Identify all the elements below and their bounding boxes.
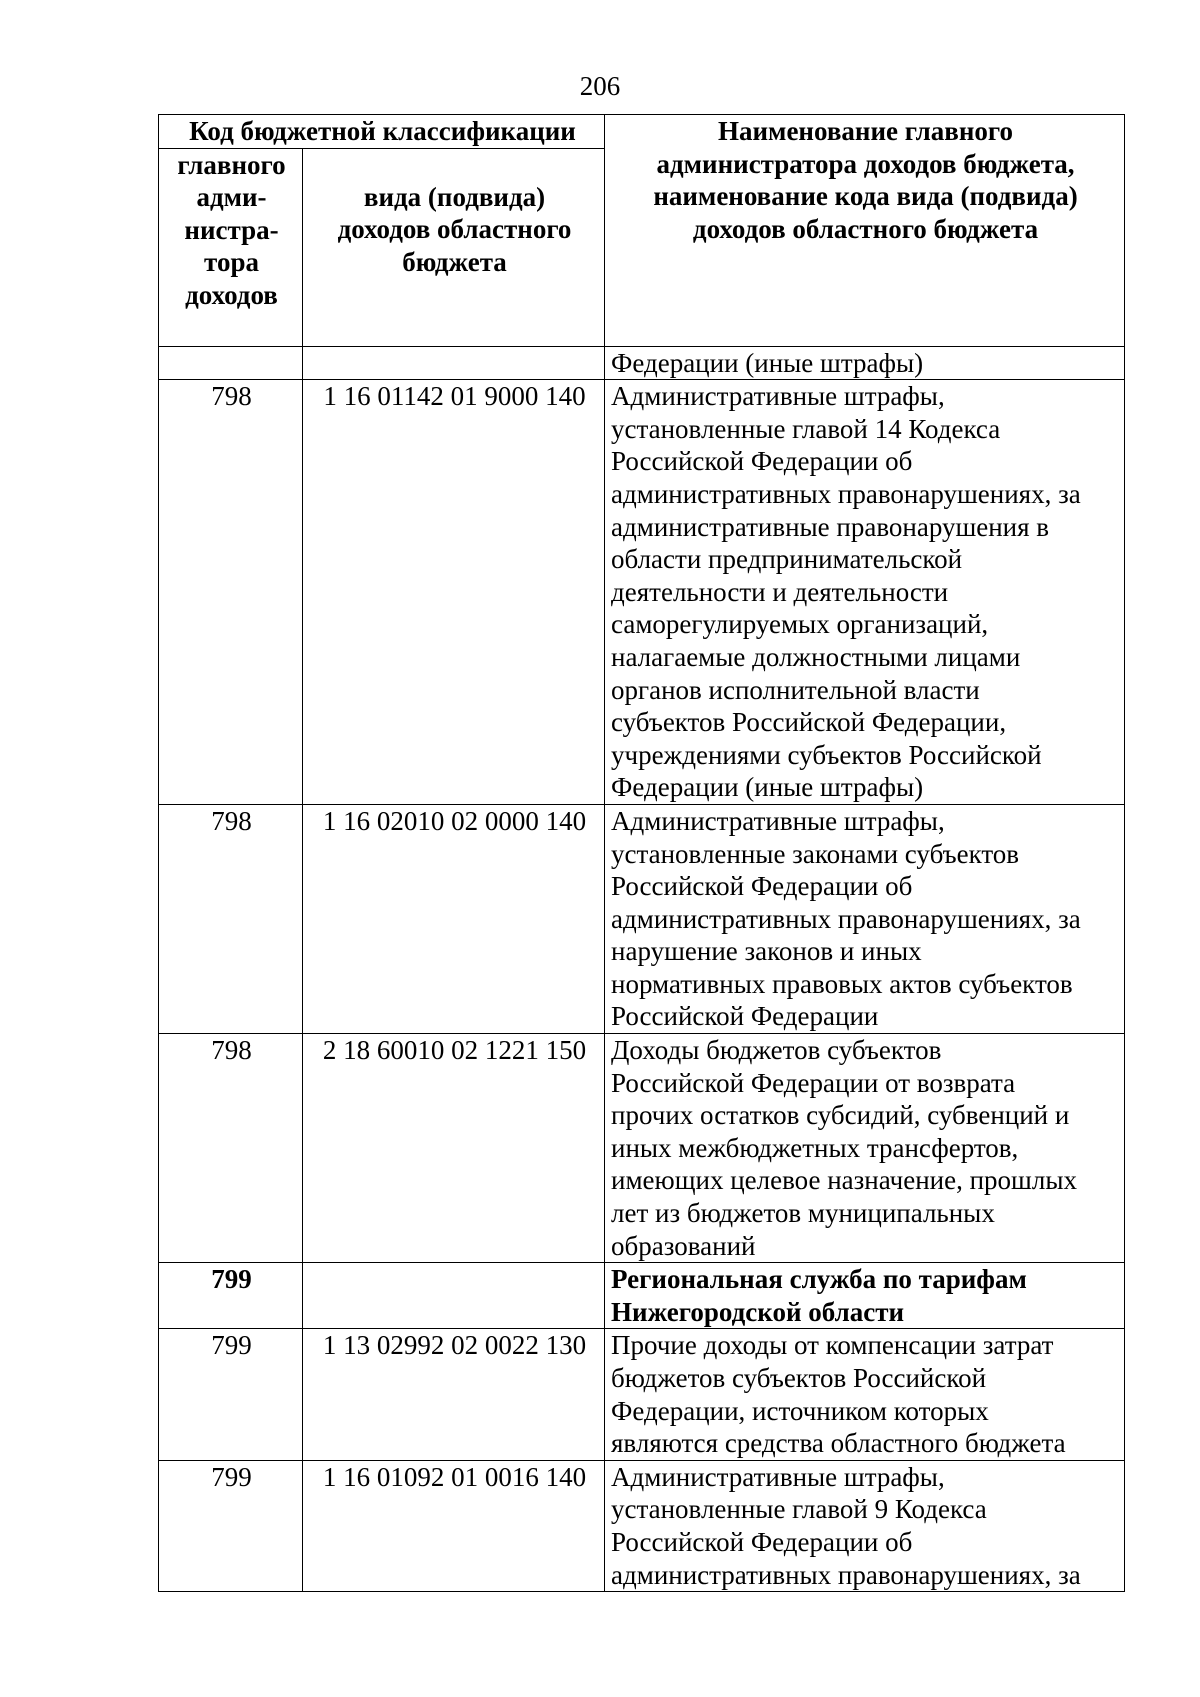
- income-name-line: Административные штрафы,: [611, 805, 945, 836]
- table-row: [159, 1034, 1125, 1263]
- income-name-line: субъектов Российской Федерации,: [611, 707, 1007, 738]
- table-row: [159, 346, 1125, 380]
- income-name-line: Прочие доходы от компенсации затрат: [611, 1330, 1054, 1361]
- admin-code-cell: 798: [159, 1034, 303, 1263]
- header-admin-line: нистра-: [184, 214, 279, 245]
- income-name-line: Региональная служба по тарифам: [611, 1264, 1027, 1295]
- table-row: [159, 380, 1125, 805]
- income-name-line: учреждениями субъектов Российской: [611, 739, 1042, 770]
- admin-code-cell: 799: [159, 1329, 303, 1460]
- income-code-cell: 1 16 01142 01 9000 140: [303, 380, 605, 805]
- income-name-cell: [605, 1460, 1125, 1591]
- income-name-line: Административные штрафы,: [611, 1461, 945, 1492]
- income-name-cell: [605, 804, 1125, 1033]
- page-number: 206: [579, 71, 621, 101]
- header-name-line: наименование кода вида (подвида): [653, 181, 1078, 212]
- header-name-line: администратора доходов бюджета,: [656, 148, 1075, 179]
- header-name-line: Наименование главного: [718, 116, 1014, 146]
- admin-code-cell: [159, 346, 303, 380]
- income-name-line: нормативных правовых актов субъектов: [611, 968, 1073, 999]
- income-name-line: налагаемые должностными лицами: [611, 641, 1021, 672]
- header-code-line: доходов областного: [337, 214, 572, 245]
- admin-code-cell: 799: [159, 1263, 303, 1329]
- income-name-line: установленные главой 9 Кодекса: [611, 1494, 987, 1525]
- header-code-column: [303, 148, 605, 346]
- income-name-line: административных правонарушениях, за: [611, 903, 1081, 934]
- income-name-line: административных правонарушениях, за: [611, 478, 1081, 509]
- header-admin-column: [159, 148, 303, 346]
- income-name-line: Российской Федерации от возврата: [611, 1067, 1016, 1098]
- table-row: [159, 1460, 1125, 1591]
- income-name-line: Нижегородской области: [611, 1296, 905, 1327]
- income-name-line: образований: [611, 1230, 756, 1261]
- income-name-line: являются средства областного бюджета: [611, 1428, 1066, 1459]
- table-body: [159, 346, 1125, 1592]
- header-admin-line: адми-: [196, 182, 267, 213]
- income-name-cell: [605, 1329, 1125, 1460]
- income-name-line: Российской Федерации: [611, 1001, 879, 1032]
- income-name-line: нарушение законов и иных: [611, 936, 922, 967]
- income-name-line: прочих остатков субсидий, субвенций и: [611, 1100, 1070, 1131]
- income-name-cell: [605, 1263, 1125, 1329]
- income-code-cell: [303, 346, 605, 380]
- income-name-line: Доходы бюджетов субъектов: [611, 1035, 942, 1066]
- income-code-cell: 2 18 60010 02 1221 150: [303, 1034, 605, 1263]
- table-row: [159, 1263, 1125, 1329]
- income-code-cell: 1 16 01092 01 0016 140: [303, 1460, 605, 1591]
- header-admin-line: доходов: [185, 279, 278, 310]
- header-name-line: доходов областного бюджета: [692, 213, 1039, 244]
- income-name-line: установленные законами субъектов: [611, 838, 1020, 869]
- admin-code-cell: 799: [159, 1460, 303, 1591]
- income-name-line: органов исполнительной власти: [611, 674, 980, 705]
- income-name-cell: [605, 380, 1125, 805]
- income-code-cell: [303, 1263, 605, 1329]
- table-row: [159, 804, 1125, 1033]
- income-name-line: иных межбюджетных трансфертов,: [611, 1132, 1019, 1163]
- income-name-line: Российской Федерации об: [611, 871, 913, 902]
- income-name-line: Российской Федерации об: [611, 1526, 913, 1557]
- income-name-line: Федерации (иные штрафы): [611, 347, 924, 378]
- income-name-line: административные правонарушения в: [611, 511, 1050, 542]
- budget-classification-table: [158, 114, 1125, 1592]
- income-name-cell: [605, 1034, 1125, 1263]
- header-admin-line: главного: [177, 149, 286, 180]
- income-name-line: области предпринимательской: [611, 544, 963, 575]
- admin-code-cell: 798: [159, 804, 303, 1033]
- income-name-line: Федерации, источником которых: [611, 1395, 989, 1426]
- admin-code-cell: 798: [159, 380, 303, 805]
- header-code-line: бюджета: [402, 246, 507, 277]
- table-row: [159, 1329, 1125, 1460]
- income-code-cell: 1 13 02992 02 0022 130: [303, 1329, 605, 1460]
- income-name-line: имеющих целевое назначение, прошлых: [611, 1165, 1077, 1196]
- header-code-line: вида (подвида): [363, 181, 546, 212]
- header-admin-line: тора: [204, 247, 259, 278]
- table-header: [159, 115, 1125, 347]
- income-code-cell: 1 16 02010 02 0000 140: [303, 804, 605, 1033]
- income-name-line: административных правонарушениях, за: [611, 1559, 1081, 1590]
- income-name-line: установленные главой 14 Кодекса: [611, 413, 1001, 444]
- income-name-cell: [605, 346, 1125, 380]
- income-name-line: Российской Федерации об: [611, 446, 913, 477]
- income-name-line: Федерации (иные штрафы): [611, 772, 924, 803]
- income-name-line: саморегулируемых организаций,: [611, 609, 989, 640]
- income-name-line: деятельности и деятельности: [611, 576, 949, 607]
- header-name-column: [605, 115, 1125, 347]
- income-name-line: Административные штрафы,: [611, 381, 945, 412]
- income-name-line: бюджетов субъектов Российской: [611, 1363, 987, 1393]
- income-name-line: лет из бюджетов муниципальных: [611, 1198, 995, 1229]
- header-group-label: Код бюджетной классификации: [159, 115, 605, 149]
